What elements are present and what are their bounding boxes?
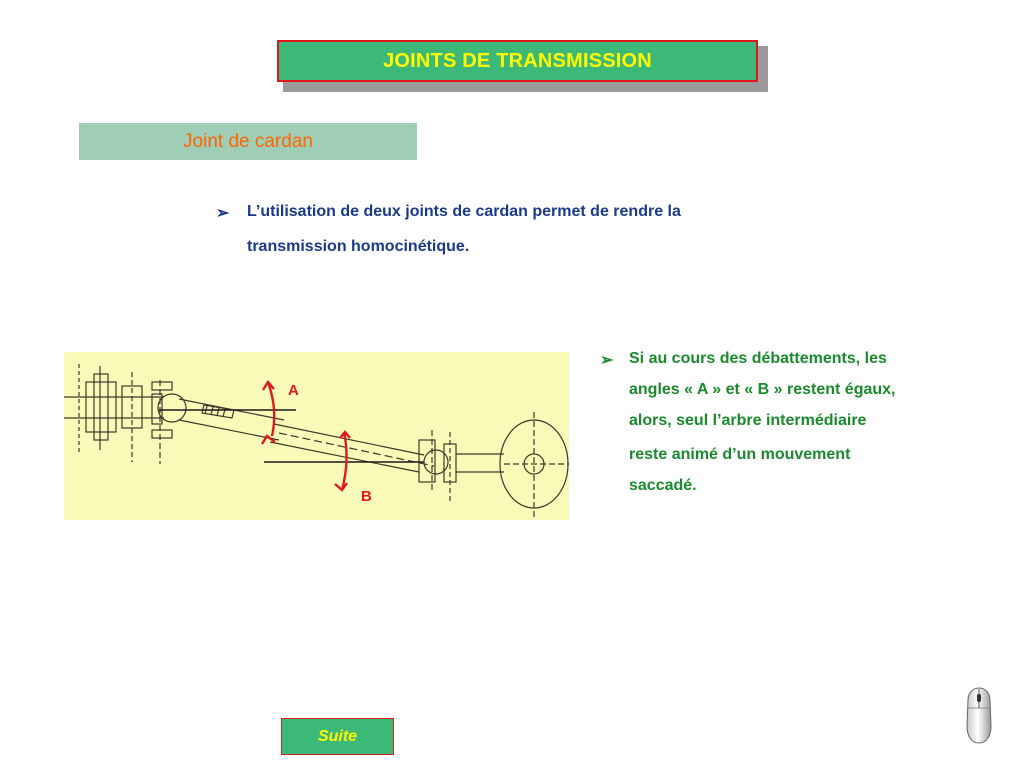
mouse-icon[interactable] xyxy=(962,686,996,746)
next-button-label: Suite xyxy=(317,727,358,745)
bullet-line-5: saccadé. xyxy=(629,477,697,494)
next-button[interactable] xyxy=(281,718,394,755)
bullet-line-2: transmission homocinétique. xyxy=(247,238,470,255)
cardan-shaft-diagram xyxy=(64,352,569,520)
section-title: Joint de cardan xyxy=(183,130,313,152)
bullet-line-1: Si au cours des débattements, les xyxy=(629,350,887,367)
title-banner xyxy=(277,40,758,82)
angle-label-b: B xyxy=(361,488,372,505)
angle-label-a: A xyxy=(288,382,299,399)
arrow-bullet-icon: ➢ xyxy=(600,352,614,369)
diagram-background xyxy=(64,352,569,520)
bullet-line-1: L’utilisation de deux joints de cardan permet de rendre la xyxy=(247,203,681,220)
bullet-line-4: reste animé d’un mouvement xyxy=(629,446,851,463)
arrow-bullet-icon: ➢ xyxy=(216,205,230,222)
section-banner xyxy=(79,123,417,160)
bullet-line-2: angles « A » et « B » restent égaux, xyxy=(629,381,896,398)
page-title: JOINTS DE TRANSMISSION xyxy=(383,49,652,72)
bullet-line-3: alors, seul l’arbre intermédiaire xyxy=(629,412,867,429)
